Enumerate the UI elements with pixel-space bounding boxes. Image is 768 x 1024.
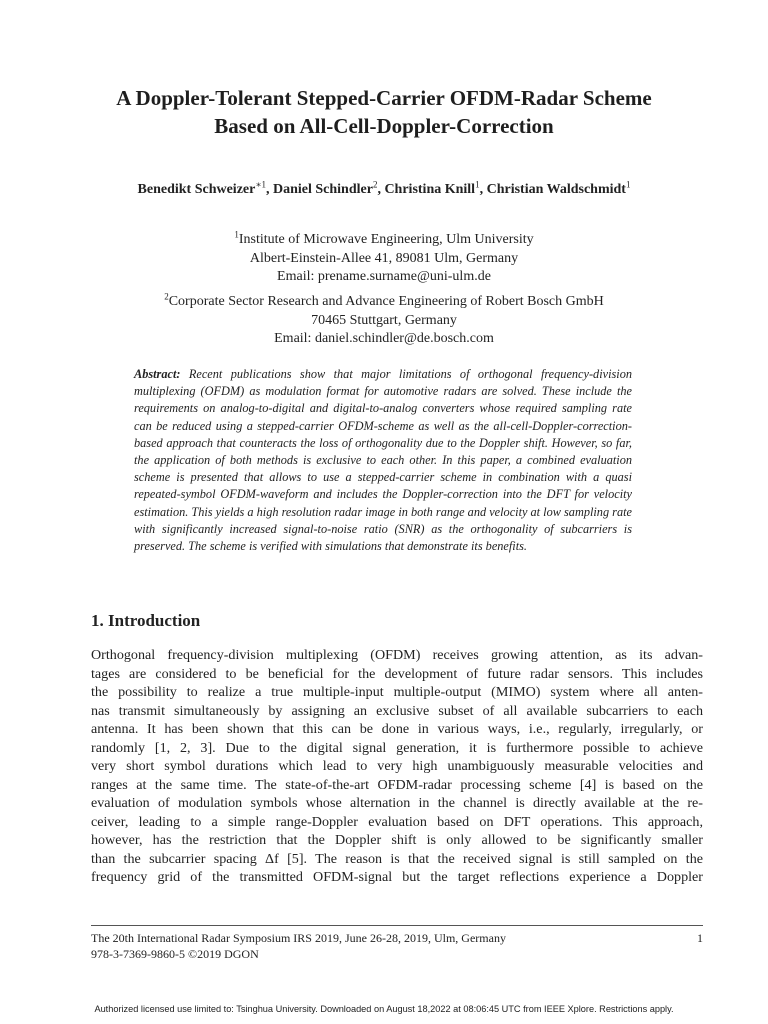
affiliation-institute: Corporate Sector Research and Advance Engineering of Robert Bosch GmbH <box>168 294 604 309</box>
abstract <box>134 366 632 555</box>
text-line: randomly [1, 2, 3]. Due to the digital signal generation, it is furthermore possible to achieve <box>91 739 703 756</box>
page-number: 1 <box>697 931 703 945</box>
text-line: very short symbol durations which lead to very high unambiguously measurable velocities and <box>91 758 703 774</box>
text-line: nas transmit simultaneously by assigning an exclusive subset of all available subcarriers to each <box>91 702 703 719</box>
author-affiliation-mark: ∗1 <box>255 179 266 190</box>
author-separator: , <box>479 182 487 197</box>
author-affiliation-mark: 1 <box>475 179 480 190</box>
abstract-text: Recent publications show that major limitations of orthogonal frequency-division multiplexing (OFDM) as modulation format for automotive radars are solved. These include the requirements on analog-to-digital and digital-to-analog converters whose required sampling rate can be reduced using a stepped-carrier OFDM-scheme as well as the all-cell-Doppler-correction-based approach that counteracts the loss of orthogonality due to the Doppler shift. However, so far, the application of both methods is exclusive to each other. In this paper, a combined evaluation scheme is presented that allows to use a stepped-carrier scheme in combination with a quasi repeated-symbol OFDM-waveform and includes the Doppler-correction into the DFT for velocity estimation. This yields a high resolution radar image in both range and velocity at low sampling rate with significantly increased signal-to-noise ratio (SNR) as the orthogonality of subcarriers is preserved. The scheme is verified with simulations that demonstrate its benefits. <box>134 367 632 554</box>
license-notice: Authorized licensed use limited to: Tsinghua University. Downloaded on August 18,2022 at 08:06:45 UTC from IEEE Xplore. Restrictions apply. <box>94 1004 674 1014</box>
author-separator: , <box>377 182 385 197</box>
author-name: Daniel Schindler <box>272 182 373 197</box>
paper-title <box>60 84 708 140</box>
affiliation-email: Email: daniel.schindler@de.bosch.com <box>274 331 494 346</box>
title-line-2: Based on All-Cell-Doppler-Correction <box>214 114 554 138</box>
affiliation-email: Email: prename.surname@uni-ulm.de <box>277 269 491 284</box>
affiliation-mark: 2 <box>164 291 169 302</box>
page-footer <box>91 931 703 962</box>
text-line: the possibility to realize a true multiple-input multiple-output (MIMO) system where all anten- <box>91 684 703 700</box>
text-line: evaluation of modulation symbols whose alternation in the channel is directly available at the re- <box>91 795 703 811</box>
text-line: ranges at the same time. The state-of-the-art OFDM-radar processing scheme [4] is based on the <box>91 776 703 793</box>
abstract-label: Abstract: <box>134 367 181 381</box>
author-name: Christian Waldschmidt <box>486 182 626 197</box>
text-line: Orthogonal frequency-division multiplexing (OFDM) receives growing attention, as its advan- <box>91 647 703 663</box>
author-affiliation-mark: 2 <box>372 179 378 190</box>
text-line: however, has the restriction that the Doppler shift is only allowed to be significantly smaller <box>91 832 703 848</box>
text-line: tages are considered to be beneficial for the development of future radar sensors. This includes <box>91 665 703 682</box>
author-separator: , <box>265 182 273 197</box>
author-affiliation-mark: 1 <box>625 179 631 190</box>
section-heading: 1. Introduction <box>91 611 201 630</box>
text-line: antenna. It has been shown that this can be done in various ways, i.e., regularly, irregularly, or <box>91 721 703 737</box>
affiliation-institute: Institute of Microwave Engineering, Ulm University <box>238 232 534 247</box>
text-line: frequency grid of the transmitted OFDM-signal but the target reflections experience a Doppler <box>91 869 703 885</box>
text-line: ceiver, leading to a simple range-Doppler evaluation based on DFT operations. This approach, <box>91 813 703 830</box>
author-name: Christina Knill <box>384 182 476 197</box>
author-name: Benedikt Schweizer <box>137 182 256 197</box>
footer-conference: The 20th International Radar Symposium IRS 2019, June 26-28, 2019, Ulm, Germany <box>91 931 506 945</box>
affiliation-bosch <box>60 293 708 349</box>
footer-isbn: 978-3-7369-9860-5 ©2019 DGON <box>91 946 259 961</box>
author-list <box>60 180 708 200</box>
introduction-text <box>91 646 703 887</box>
affiliation-address: Albert-Einstein-Allee 41, 89081 Ulm, Germany <box>249 250 519 266</box>
affiliation-address: 70465 Stuttgart, Germany <box>311 312 457 328</box>
text-line: than the subcarrier spacing Δf [5]. The reason is that the received signal is still sampled on the <box>91 850 703 867</box>
affiliation-mark: 1 <box>234 229 239 240</box>
footer-divider <box>91 925 703 926</box>
title-line-1: A Doppler-Tolerant Stepped-Carrier OFDM-Radar Scheme <box>116 86 652 110</box>
affiliation-ulm <box>60 231 708 287</box>
